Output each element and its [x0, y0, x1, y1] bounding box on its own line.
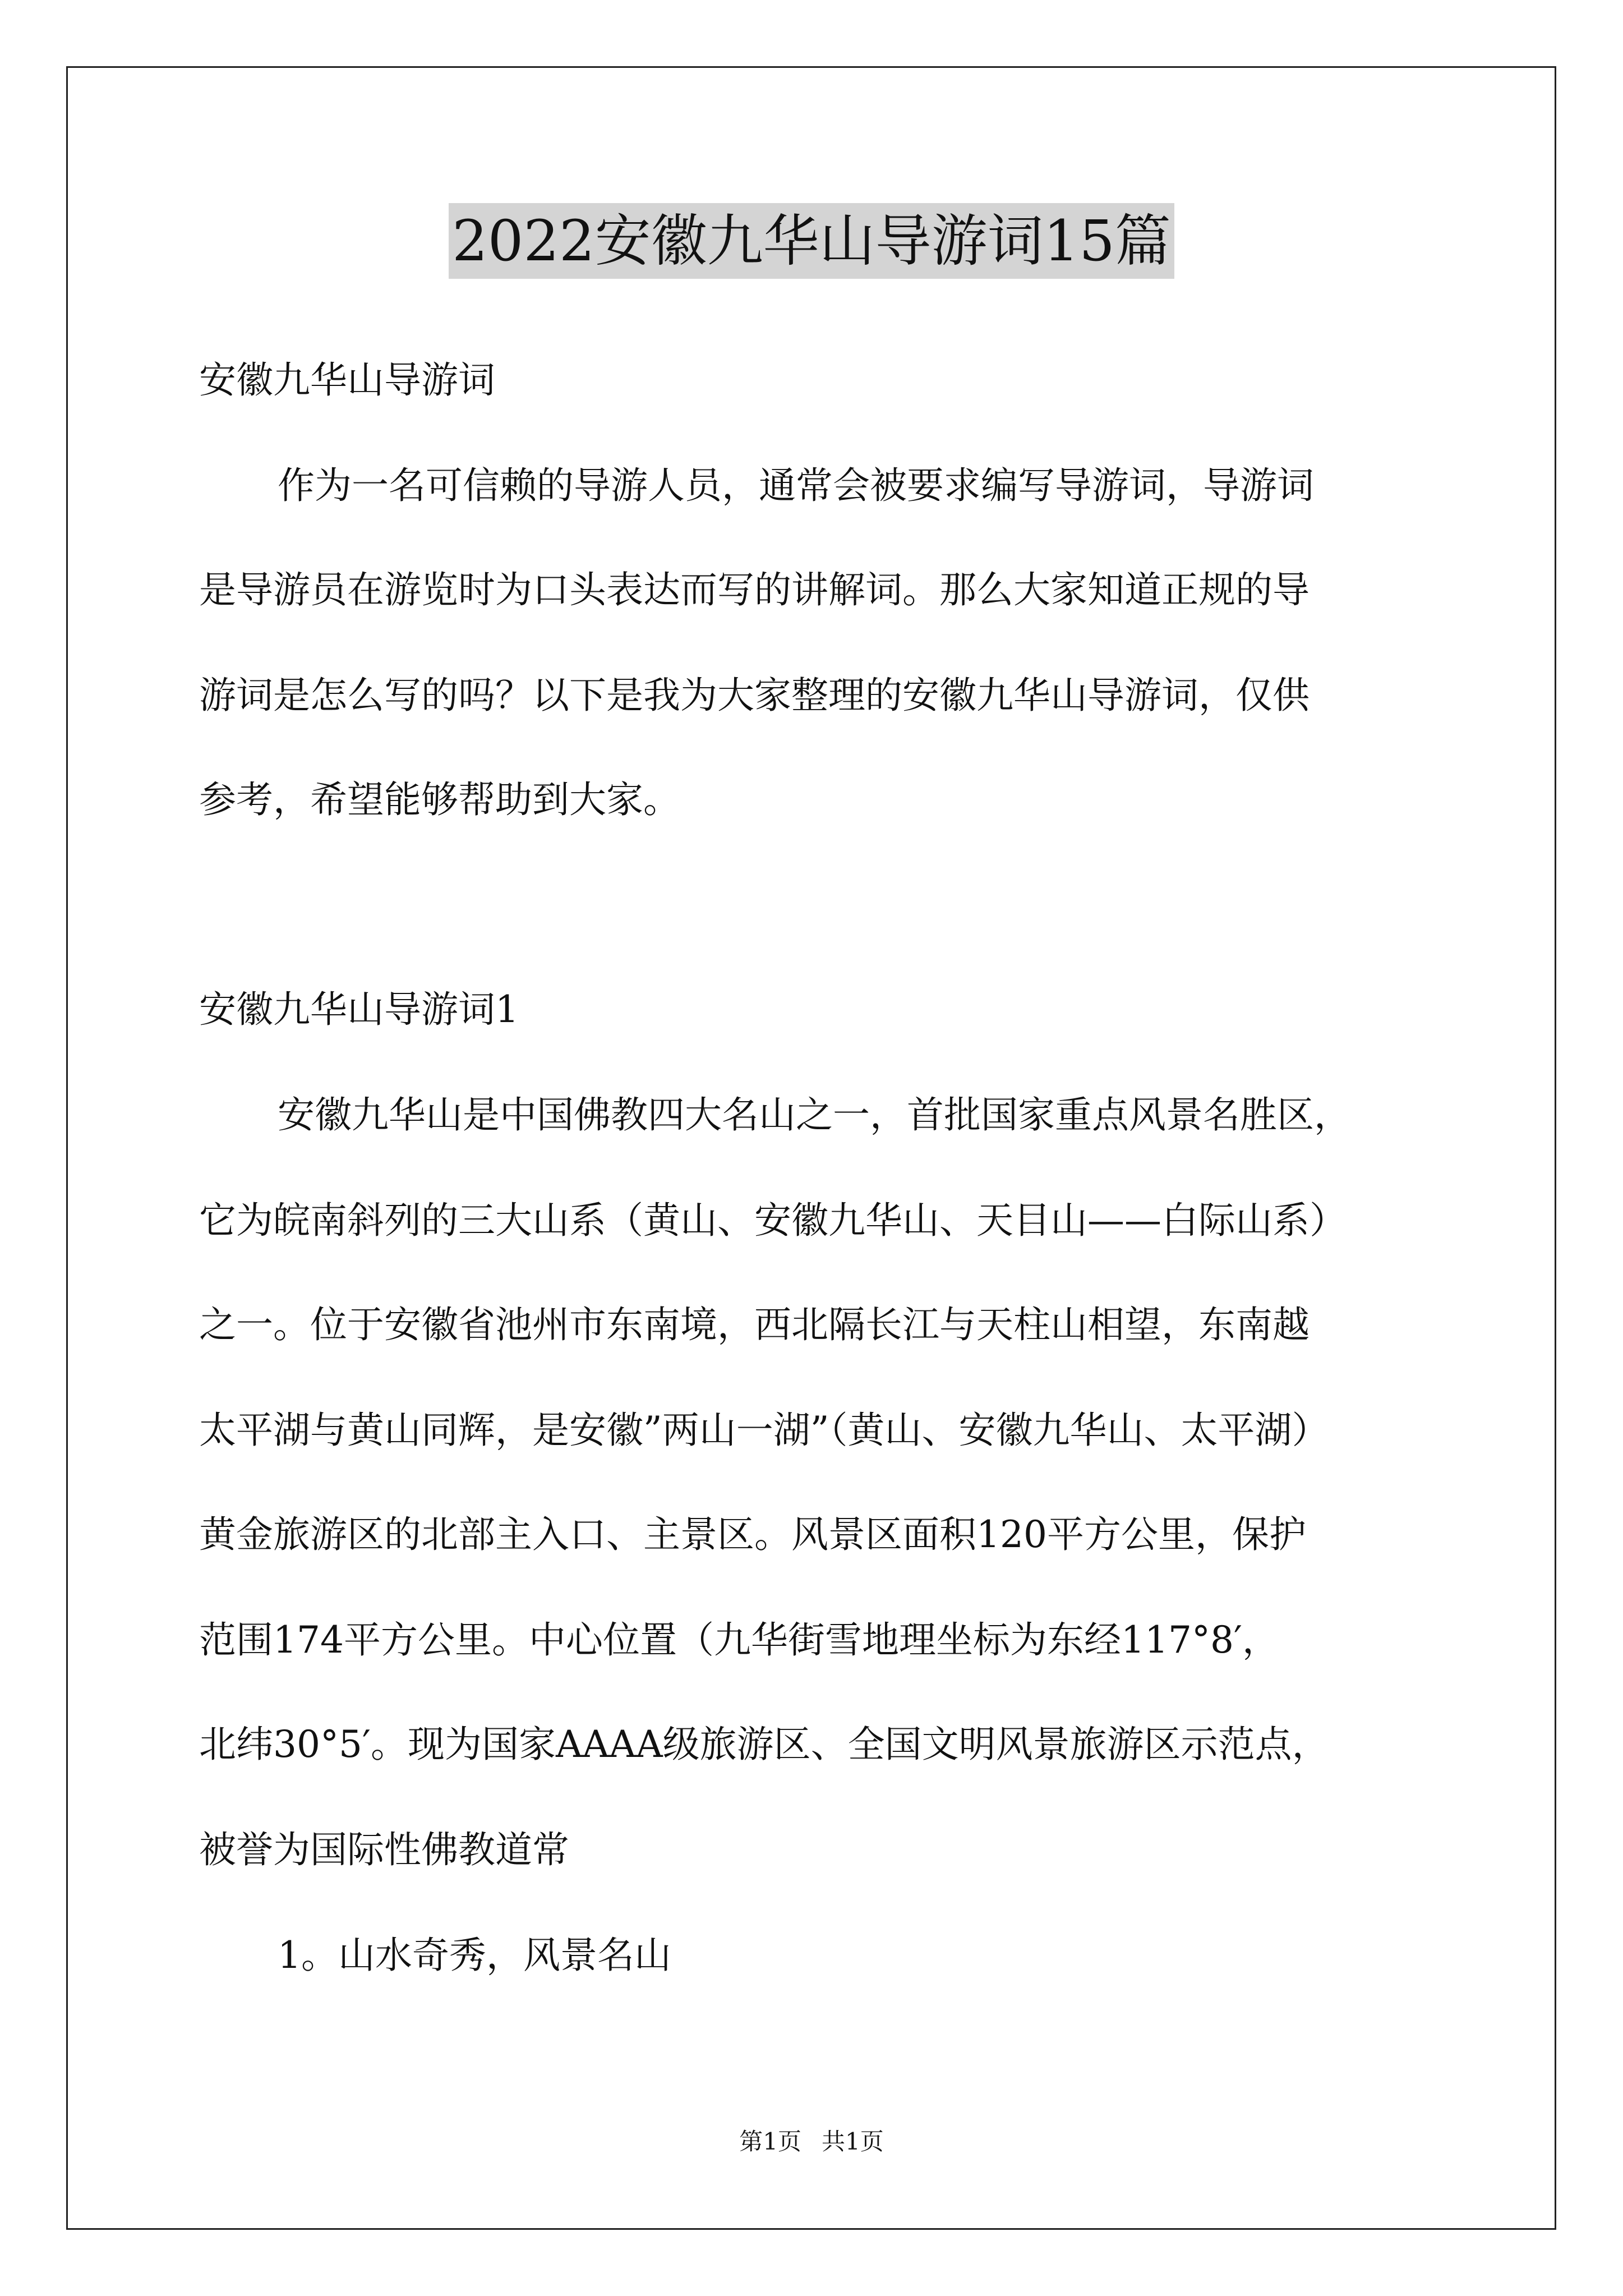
paragraph-line: 之一。位于安徽省池州市东南境，西北隔长江与天柱山相望，东南越 — [199, 1303, 1310, 1346]
paragraph-line: 作为一名可信赖的导游人员，通常会被要求编写导游词，导游词 — [278, 464, 1314, 507]
paragraph-line: 参考，希望能够帮助到大家。 — [199, 778, 680, 821]
paragraph-line: 安徽九华山是中国佛教四大名山之一，首批国家重点风景名胜区， — [278, 1093, 1351, 1137]
page-footer — [0, 2125, 1623, 2159]
section-heading: 安徽九华山导游词 — [199, 358, 495, 402]
paragraph-line: 北纬30°5′。现为国家AAAA级旅游区、全国文明风景旅游区示范点， — [199, 1723, 1329, 1766]
page-number: 第1页 — [739, 2128, 801, 2155]
paragraph-line: 太平湖与黄山同辉，是安徽”两山一湖”（黄山、安徽九华山、太平湖） — [199, 1409, 1329, 1452]
subheading: 1。山水奇秀，风景名山 — [278, 1934, 671, 1977]
document-title: 2022安徽九华山导游词15篇 — [449, 203, 1174, 279]
paragraph-line: 黄金旅游区的北部主入口、主景区。风景区面积120平方公里，保护 — [199, 1513, 1306, 1556]
page-total: 共1页 — [822, 2128, 884, 2155]
title-container — [0, 203, 1623, 279]
paragraph-line: 是导游员在游览时为口头表达而写的讲解词。那么大家知道正规的导 — [199, 568, 1310, 611]
paragraph-line: 范围174平方公里。中心位置（九华街雪地理坐标为东经117°8′， — [199, 1618, 1279, 1662]
section-heading: 安徽九华山导游词1 — [199, 988, 519, 1031]
paragraph-line: 它为皖南斜列的三大山系（黄山、安徽九华山、天目山——白际山系） — [199, 1199, 1347, 1242]
paragraph-line: 游词是怎么写的吗？以下是我为大家整理的安徽九华山导游词，仅供 — [199, 674, 1310, 717]
paragraph-line: 被誉为国际性佛教道常 — [199, 1828, 569, 1871]
